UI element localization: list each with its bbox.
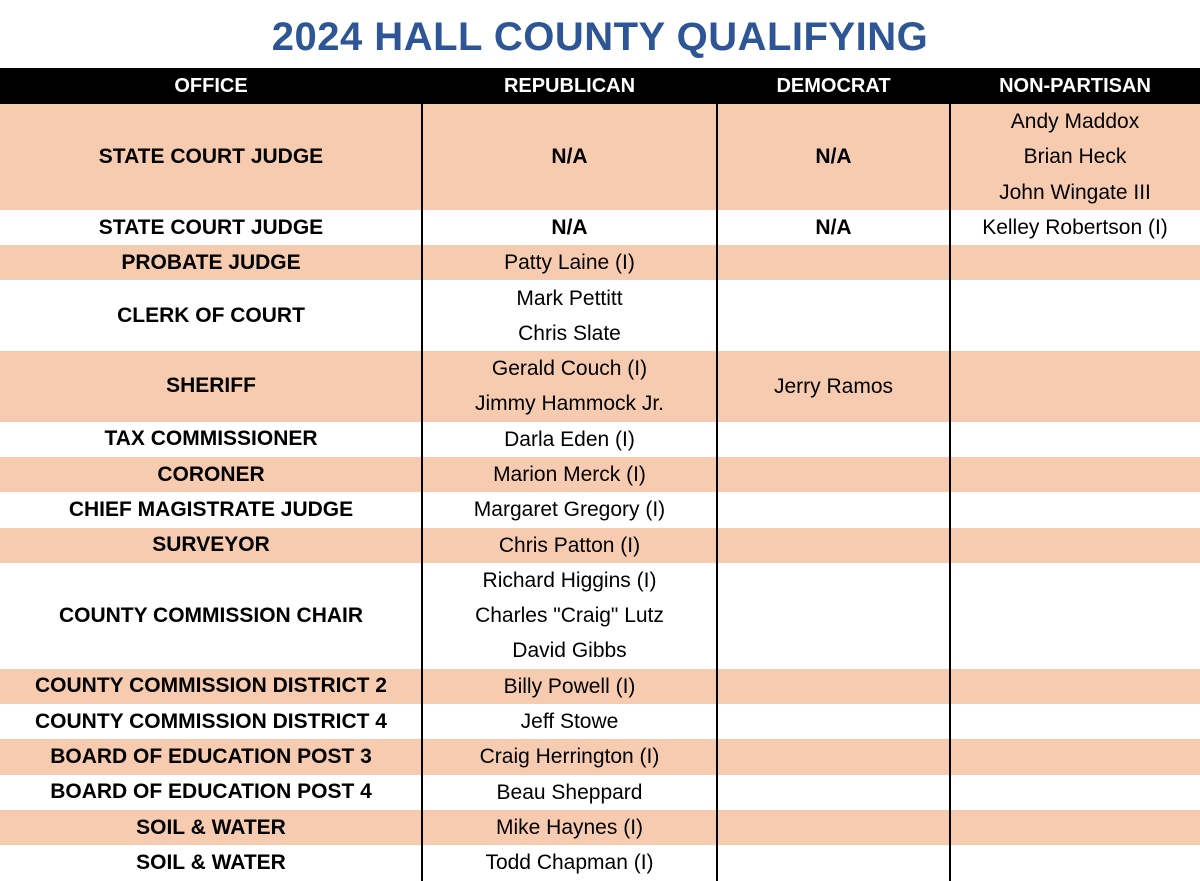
table-row	[0, 422, 1200, 457]
republican-cell	[422, 281, 717, 352]
table-row	[0, 704, 1200, 739]
table-row	[0, 210, 1200, 245]
office-cell: COUNTY COMMISSION CHAIR	[58, 603, 364, 627]
table-row	[0, 563, 1200, 669]
column-divider	[949, 104, 951, 881]
democrat-cell	[717, 492, 950, 527]
header-republican: REPUBLICAN	[503, 75, 636, 97]
republican-cell	[422, 810, 717, 845]
column-divider	[716, 104, 718, 881]
candidate-name: Todd Chapman (I)	[485, 851, 654, 875]
candidate-name: Marion Merck (I)	[493, 463, 646, 486]
nonpartisan-cell	[950, 422, 1200, 457]
republican-cell	[422, 457, 717, 492]
candidate-name: Mark Pettitt	[516, 286, 623, 310]
column-divider	[421, 104, 423, 881]
office-cell: TAX COMMISSIONER	[104, 427, 318, 451]
democrat-cell	[717, 245, 950, 280]
democrat-cell	[717, 422, 950, 457]
candidate-name: David Gibbs	[512, 639, 627, 663]
office-cell: STATE COURT JUDGE	[98, 144, 324, 168]
table-row	[0, 245, 1200, 280]
democrat-cell	[717, 704, 950, 739]
table-row	[0, 351, 1200, 422]
office-cell: CORONER	[157, 462, 265, 486]
republican-cell	[422, 669, 717, 704]
not-applicable-label: N/A	[815, 215, 852, 239]
nonpartisan-cell	[950, 457, 1200, 492]
candidate-name: Beau Sheppard	[496, 780, 643, 804]
democrat-cell	[717, 281, 950, 352]
nonpartisan-cell	[950, 739, 1200, 774]
table-row	[0, 775, 1200, 810]
office-cell: CHIEF MAGISTRATE JUDGE	[68, 497, 354, 521]
nonpartisan-cell	[950, 245, 1200, 280]
democrat-cell	[717, 210, 950, 245]
office-cell: BOARD OF EDUCATION POST 4	[50, 780, 372, 804]
table-row	[0, 669, 1200, 704]
not-applicable-label: N/A	[815, 145, 852, 169]
republican-cell	[422, 422, 717, 457]
nonpartisan-cell	[950, 528, 1200, 563]
candidate-name: Kelley Robertson (I)	[982, 215, 1168, 239]
republican-cell	[422, 845, 717, 880]
office-cell: COUNTY COMMISSION DISTRICT 2	[35, 674, 387, 698]
republican-cell	[422, 528, 717, 563]
democrat-cell	[717, 457, 950, 492]
table-header	[0, 68, 1200, 104]
nonpartisan-cell	[950, 810, 1200, 845]
nonpartisan-cell	[950, 210, 1200, 245]
democrat-cell	[717, 104, 950, 210]
democrat-cell	[717, 528, 950, 563]
democrat-cell	[717, 810, 950, 845]
nonpartisan-cell	[950, 492, 1200, 527]
nonpartisan-cell	[950, 104, 1200, 210]
nonpartisan-cell	[950, 351, 1200, 422]
not-applicable-label: N/A	[551, 215, 588, 239]
democrat-cell	[717, 351, 950, 422]
democrat-cell	[717, 669, 950, 704]
republican-cell	[422, 563, 717, 669]
candidate-name: Craig Herrington (I)	[479, 745, 660, 769]
office-cell: COUNTY COMMISSION DISTRICT 4	[35, 709, 387, 733]
candidate-name: Richard Higgins (I)	[482, 568, 657, 592]
candidate-name: John Wingate III	[999, 180, 1151, 204]
nonpartisan-cell	[950, 669, 1200, 704]
table-row	[0, 739, 1200, 774]
candidate-name: Billy Powell (I)	[503, 674, 636, 698]
office-cell: SURVEYOR	[152, 533, 270, 557]
republican-cell	[422, 351, 717, 422]
nonpartisan-cell	[950, 704, 1200, 739]
republican-cell	[422, 704, 717, 739]
table-row	[0, 810, 1200, 845]
page-title: 2024 HALL COUNTY QUALIFYING	[0, 0, 1200, 68]
table-row	[0, 457, 1200, 492]
header-nonpartisan: NON-PARTISAN	[999, 75, 1151, 97]
office-cell: SOIL & WATER	[136, 815, 286, 839]
democrat-cell	[717, 563, 950, 669]
office-cell: PROBATE JUDGE	[121, 250, 301, 274]
header-democrat: DEMOCRAT	[776, 75, 891, 97]
candidate-name: Margaret Gregory (I)	[473, 498, 666, 522]
table-row	[0, 281, 1200, 352]
office-cell: SHERIFF	[166, 374, 256, 398]
candidate-name: Jeff Stowe	[520, 710, 619, 734]
candidate-name: Brian Heck	[1023, 145, 1127, 169]
table-row	[0, 528, 1200, 563]
table-row	[0, 845, 1200, 880]
nonpartisan-cell	[950, 845, 1200, 880]
office-cell: SOIL & WATER	[136, 850, 286, 874]
democrat-cell	[717, 845, 950, 880]
candidate-name: Chris Slate	[518, 321, 621, 345]
nonpartisan-cell	[950, 281, 1200, 352]
candidate-name: Patty Laine (I)	[504, 251, 635, 275]
candidate-name: Darla Eden (I)	[504, 427, 635, 451]
header-office: OFFICE	[174, 75, 248, 97]
democrat-cell	[717, 739, 950, 774]
candidate-name: Mike Haynes (I)	[495, 816, 644, 839]
not-applicable-label: N/A	[551, 145, 588, 169]
republican-cell	[422, 739, 717, 774]
candidate-name: Jimmy Hammock Jr.	[475, 392, 664, 416]
office-cell: CLERK OF COURT	[117, 303, 305, 327]
candidate-name: Gerald Couch (I)	[491, 357, 648, 381]
candidate-name: Jerry Ramos	[773, 374, 894, 398]
republican-cell	[422, 104, 717, 210]
republican-cell	[422, 210, 717, 245]
candidate-name: Charles "Craig" Lutz	[475, 604, 664, 628]
office-cell: BOARD OF EDUCATION POST 3	[50, 745, 372, 769]
republican-cell	[422, 492, 717, 527]
democrat-cell	[717, 775, 950, 810]
republican-cell	[422, 775, 717, 810]
office-cell: STATE COURT JUDGE	[98, 215, 324, 239]
nonpartisan-cell	[950, 775, 1200, 810]
republican-cell	[422, 245, 717, 280]
candidate-name: Chris Patton (I)	[498, 533, 641, 557]
candidate-name: Andy Maddox	[1010, 110, 1140, 133]
table-row	[0, 492, 1200, 527]
nonpartisan-cell	[950, 563, 1200, 669]
table-row	[0, 104, 1200, 210]
